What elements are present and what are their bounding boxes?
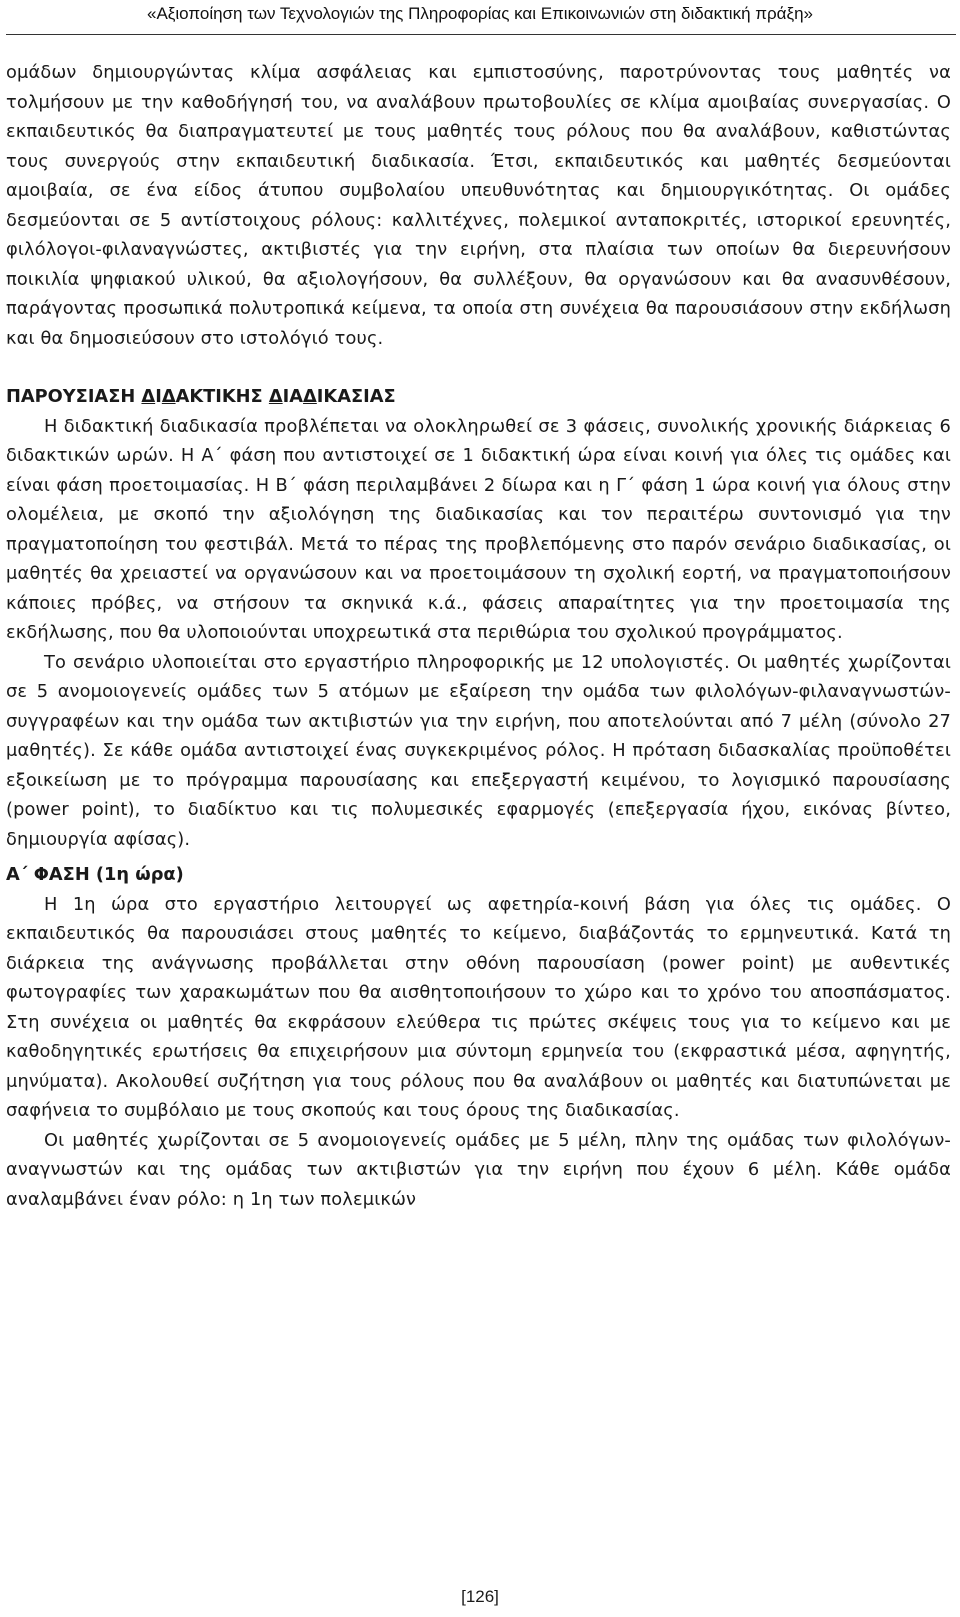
section-heading: ΠΑΡΟΥΣΙΑΣΗ ΔΙΔΑΚΤΙΚΗΣ ΔΙΑΔΙΚΑΣΙΑΣ [6,386,396,407]
page-number: [126] [461,1587,499,1606]
phase-a-heading: Α΄ ΦΑΣΗ (1η ώρα) [6,864,184,885]
page-body [6,58,951,1214]
paragraph-lab-setup: Το σενάριο υλοποιείται στο εργαστήριο πληροφορικής με 12 υπολογιστές. Οι μαθητές χωρίζονται σε 5 ανομοιογενείς ομάδες των 5 ατόμων με εξαίρεση την ομάδα των φιλολόγων-φιλαναγνωστών-συγγραφέων και την ομάδα των ακτιβιστών για την ειρήνη, που αποτελούνται από 7 μέλη (σύνολο 27 μαθητές). Σε κάθε ομάδα αντιστοιχεί ένας συγκεκριμένος ρόλος. Η πρόταση διδασκαλίας προϋποθέτει εξοικείωση με το πρόγραμμα παρουσίασης και επεξεργαστή κειμένου, το λογισμικό παρουσίασης (power point), το διαδίκτυο και τις πολυμεσικές εφαρμογές (επεξεργασία ήχου, εικόνας βίντεο, δημιουργία αφίσας). [6,651,951,850]
paragraph-intro-continued: ομάδων δημιουργώντας κλίμα ασφάλειας και εμπιστοσύνης, παροτρύνοντας τους μαθητές να τολμήσουν με την καθοδήγησή του, να αναλάβουν πρωτοβουλίες σε κλίμα αμοιβαίας συνεργασίας. Ο εκπαιδευτικός θα διαπραγματευτεί με τους μαθητές τους ρόλους που θα αναλάβουν, καθιστώντας τους συνεργούς στην εκπαιδευτική διαδικασία. Έτσι, εκπαιδευτικός και μαθητές δεσμεύονται αμοιβαία, σε ένα είδος άτυπου συμβολαίου υπευθυνότητας και δημιουργικότητας. Οι ομάδες δεσμεύονται σε 5 αντίστοιχους ρόλους: καλλιτέχνες, πολεμικοί ανταποκριτές, ιστορικοί ερευνητές, φιλόλογοι-φιλαναγνώστες, ακτιβιστές για την ειρήνη, στα πλαίσια των οποίων θα διερευνήσουν ποικιλία ψηφιακού υλικού, θα αξιολογήσουν, θα συλλέξουν, θα οργανώσουν και θα ανασυνθέσουν, παράγοντας προσωπικά πολυτροπικά κείμενα, τα οποία στη συνέχεια θα παρουσιάσουν στην εκδήλωση και θα δημοσιεύσουν στο ιστολόγιό τους. [6,62,951,349]
header-rule [6,34,956,35]
paragraph-groups: Οι μαθητές χωρίζονται σε 5 ανομοιογενείς ομάδες με 5 μέλη, πλην της ομάδας των φιλολόγων-αναγνωστών και της ομάδας των ακτιβιστών για την ειρήνη που έχουν 6 μέλη. Κάθε ομάδα αναλαμβάνει έναν ρόλο: η 1η των πολεμικών [6,1129,951,1210]
running-header: «Αξιοποίηση των Τεχνολογιών της Πληροφορίας και Επικοινωνιών στη διδακτική πράξη» [146,4,813,23]
paragraph-phase-a: Η 1η ώρα στο εργαστήριο λειτουργεί ως αφετηρία-κοινή βάση για όλες τις ομάδες. Ο εκπαιδευτικός θα παρουσιάσει στους μαθητές το κείμενο, διαβάζοντάς το ερμηνευτικά. Κατά τη διάρκεια της ανάγνωσης προβάλλεται στην οθόνη παρουσίαση (power point) με αυθεντικές φωτογραφίες των χαρακωμάτων που θα αισθητοποιήσουν το χώρο και το χρόνο του αποσπάσματος. Στη συνέχεια οι μαθητές θα εκφράσουν ελεύθερα τις πρώτες σκέψεις τους για το κείμενο και με καθοδηγητικές ερωτήσεις θα επιχειρήσουν μια σύντομη ερμηνεία του (εκφραστικά μέσα, αφηγητής, μηνύματα). Ακολουθεί συζήτηση για τους ρόλους που θα αναλάβουν οι μαθητές και διατυπώνεται με σαφήνεια το συμβόλαιο με τους σκοπούς και τους όρους της διαδικασίας. [6,893,951,1121]
paragraph-process-overview: Η διδακτική διαδικασία προβλέπεται να ολοκληρωθεί σε 3 φάσεις, συνολικής χρονικής διάρκειας 6 διδακτικών ωρών. Η Α΄ φάση που αντιστοιχεί σε 1 διδακτική ώρα είναι κοινή για όλες τις ομάδες και είναι φάση προετοιμασίας. Η Β΄ φάση περιλαμβάνει 2 δίωρα και η Γ΄ φάση 1 ώρα κοινή για όλους στην ολομέλεια, με σκοπό την αξιολόγηση της διαδικασίας και τον περαιτέρω συντονισμό για την πραγματοποίηση του φεστιβάλ. Μετά το πέρας της προβλεπόμενης στο παρόν σενάριο διαδικασίας, οι μαθητές θα χρειαστεί να οργανώσουν και να προετοιμάσουν τη σχολική εορτή, να πραγματοποιήσουν κάποιες πρόβες, να στήσουν τα σκηνικά κ.ά., φάσεις απαραίτητες για την προετοιμασία της εκδήλωσης, που θα υλοποιούνται υποχρεωτικά στα περιθώρια του σχολικού προγράμματος. [6,415,951,643]
